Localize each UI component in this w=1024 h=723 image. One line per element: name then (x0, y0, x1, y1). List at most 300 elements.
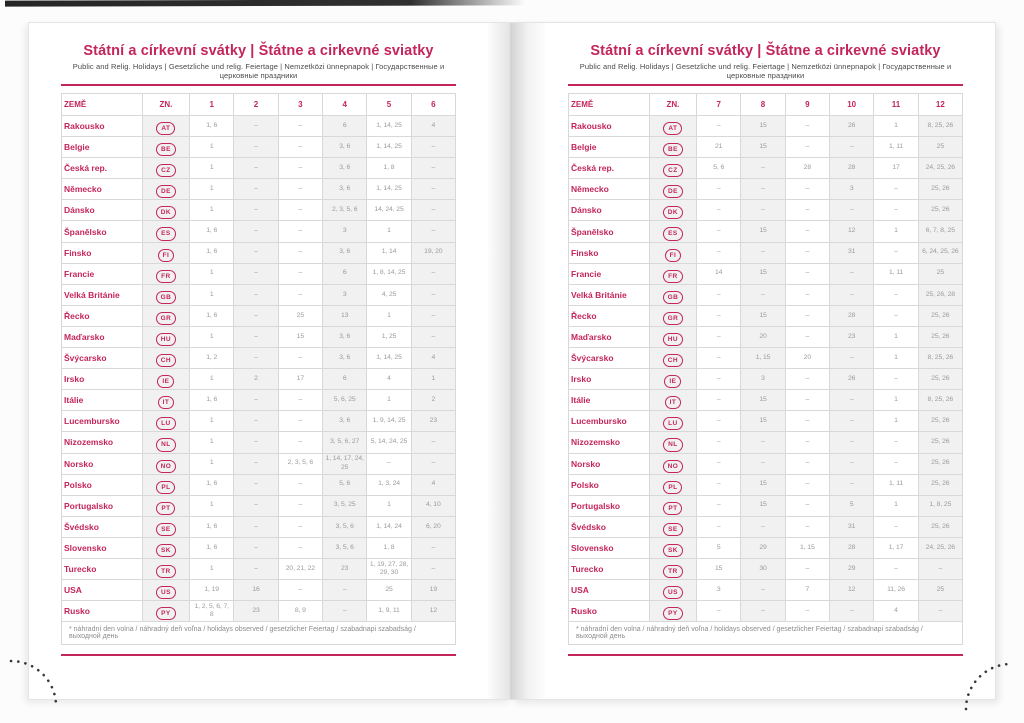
holiday-dates-cell: 1, 6 (190, 305, 234, 326)
table-row (62, 474, 456, 495)
holiday-dates-cell: 13 (323, 305, 367, 326)
country-cell: Lucembursko (569, 411, 650, 432)
country-code-badge: PY (156, 607, 175, 620)
country-code-badge: ES (156, 227, 175, 240)
code-cell (142, 116, 189, 137)
holiday-dates-cell: 26 (830, 369, 874, 390)
holiday-dates-cell: 4 (874, 601, 918, 622)
holiday-dates-cell: 1 (874, 116, 918, 137)
country-cell: Švýcarsko (62, 348, 143, 369)
holiday-dates-cell: 6, 20 (411, 516, 455, 537)
title-rule (568, 84, 963, 86)
code-cell (142, 495, 189, 516)
holiday-dates-cell: – (411, 537, 455, 558)
country-cell: Slovensko (62, 537, 143, 558)
country-code-badge: BE (663, 143, 683, 156)
holiday-dates-cell: – (234, 390, 278, 411)
country-code-badge: US (156, 586, 176, 599)
country-code-badge: AT (156, 122, 175, 135)
holiday-dates-cell: – (278, 158, 322, 179)
country-cell: Řecko (569, 305, 650, 326)
stitching-dots-bottom-left (9, 658, 63, 714)
country-code-badge: IE (664, 375, 681, 388)
holiday-dates-cell: – (411, 284, 455, 305)
holiday-dates-cell: 25, 26 (918, 179, 962, 200)
holiday-dates-cell: – (411, 305, 455, 326)
code-cell (649, 537, 696, 558)
code-cell (649, 284, 696, 305)
code-cell (142, 369, 189, 390)
table-row (62, 305, 456, 326)
country-code-badge: US (663, 586, 683, 599)
country-cell: Rusko (62, 601, 143, 622)
code-cell (142, 411, 189, 432)
holiday-dates-cell: 20 (741, 326, 785, 347)
holiday-dates-cell: 25, 26 (918, 411, 962, 432)
holiday-dates-cell: – (278, 516, 322, 537)
country-code-badge: PY (663, 607, 682, 620)
holiday-dates-cell: – (785, 453, 829, 474)
country-cell: USA (62, 580, 143, 601)
holiday-dates-cell: 19, 20 (411, 242, 455, 263)
code-cell (649, 242, 696, 263)
holiday-dates-cell: 3, 6 (323, 179, 367, 200)
holiday-dates-cell: 1, 6 (190, 474, 234, 495)
holiday-dates-cell: 1, 15 (741, 348, 785, 369)
table-row (569, 537, 963, 558)
country-code-badge: AT (663, 122, 682, 135)
holiday-dates-cell: – (323, 580, 367, 601)
title-rule (61, 84, 456, 86)
table-row (569, 116, 963, 137)
table-row (569, 326, 963, 347)
country-code-badge: NL (156, 438, 175, 451)
table-row (62, 411, 456, 432)
holiday-dates-cell: – (234, 242, 278, 263)
country-code-badge: GB (156, 291, 177, 304)
holiday-dates-cell: 2 (234, 369, 278, 390)
holiday-dates-cell: – (234, 432, 278, 453)
holiday-dates-cell: – (741, 580, 785, 601)
code-column-header: ZN. (649, 94, 696, 116)
holiday-dates-cell: – (830, 453, 874, 474)
table-row (569, 305, 963, 326)
table-header-row (62, 94, 456, 116)
holiday-dates-cell: 28 (830, 158, 874, 179)
holiday-dates-cell: – (697, 516, 741, 537)
holiday-dates-cell: 5, 6, 25 (323, 390, 367, 411)
holiday-dates-cell: 1 (190, 369, 234, 390)
table-row (62, 453, 456, 474)
table-row (62, 158, 456, 179)
country-code-badge: DK (663, 206, 683, 219)
holiday-dates-cell: 1 (874, 326, 918, 347)
holiday-dates-cell: – (278, 474, 322, 495)
table-row (62, 242, 456, 263)
holiday-dates-cell: 30 (741, 558, 785, 579)
code-cell (649, 453, 696, 474)
holiday-dates-cell: 1, 9, 14, 25 (367, 411, 411, 432)
holiday-dates-cell: – (874, 242, 918, 263)
holiday-dates-cell: 1, 14 (367, 242, 411, 263)
holidays-table-months-1-6 (61, 93, 456, 645)
country-column-header: ZEMĚ (62, 94, 143, 116)
holiday-dates-cell: 1 (874, 495, 918, 516)
table-row (62, 348, 456, 369)
table-row (62, 179, 456, 200)
table-row (62, 580, 456, 601)
holiday-dates-cell: – (741, 179, 785, 200)
holiday-dates-cell: 25 (918, 580, 962, 601)
holiday-dates-cell: 28 (785, 158, 829, 179)
country-cell: Belgie (569, 137, 650, 158)
country-cell: Česká rep. (569, 158, 650, 179)
country-cell: Norsko (569, 453, 650, 474)
holiday-dates-cell: – (785, 200, 829, 221)
holiday-dates-cell: – (741, 453, 785, 474)
holiday-dates-cell: 1 (190, 432, 234, 453)
table-row (62, 263, 456, 284)
country-code-badge: CZ (156, 164, 175, 177)
holiday-dates-cell: – (741, 601, 785, 622)
holiday-dates-cell: – (741, 200, 785, 221)
code-cell (142, 453, 189, 474)
code-cell (142, 474, 189, 495)
holiday-dates-cell: – (278, 137, 322, 158)
holiday-dates-cell: – (278, 179, 322, 200)
page-right (512, 22, 996, 700)
holiday-dates-cell: – (874, 558, 918, 579)
holiday-dates-cell: – (278, 495, 322, 516)
month-column-header: 12 (918, 94, 962, 116)
country-code-badge: NO (663, 460, 684, 473)
holiday-dates-cell: 17 (278, 369, 322, 390)
holiday-dates-cell: – (697, 179, 741, 200)
country-cell: Rakousko (62, 116, 143, 137)
holiday-dates-cell: – (411, 200, 455, 221)
holiday-dates-cell: – (785, 305, 829, 326)
holiday-dates-cell: 1 (190, 158, 234, 179)
holiday-dates-cell: – (278, 116, 322, 137)
table-footnote-row (62, 622, 456, 645)
holiday-dates-cell: 1, 8, 25 (918, 495, 962, 516)
holiday-dates-cell: 25, 26, 28 (918, 284, 962, 305)
code-cell (649, 179, 696, 200)
holiday-dates-cell: 21 (697, 137, 741, 158)
country-cell: Francie (569, 263, 650, 284)
holiday-dates-cell: 25, 26 (918, 305, 962, 326)
country-cell: Slovensko (569, 537, 650, 558)
holidays-table-months-7-12 (568, 93, 963, 645)
code-cell (649, 305, 696, 326)
country-cell: Maďarsko (62, 326, 143, 347)
holiday-dates-cell: 15 (741, 474, 785, 495)
table-row (62, 369, 456, 390)
holiday-dates-cell: – (741, 242, 785, 263)
holiday-dates-cell: – (741, 158, 785, 179)
holiday-dates-cell: 20, 21, 22 (278, 558, 322, 579)
holiday-dates-cell: – (785, 326, 829, 347)
country-cell: Norsko (62, 453, 143, 474)
holiday-dates-cell: 15 (741, 221, 785, 242)
holiday-dates-cell: 6, 24, 25, 26 (918, 242, 962, 263)
table-footnote: * náhradní den volna / náhradný deň voľna / holidays observed / gesetzlicher Feiertag / szabadnapi szabadság / выходной день (62, 622, 456, 645)
holiday-dates-cell: 23 (411, 411, 455, 432)
holiday-dates-cell: – (234, 116, 278, 137)
holiday-dates-cell: 26 (830, 116, 874, 137)
holiday-dates-cell: – (874, 516, 918, 537)
table-row (62, 326, 456, 347)
holiday-dates-cell: 6 (323, 263, 367, 284)
table-row (569, 221, 963, 242)
holiday-dates-cell: 1, 8 (367, 537, 411, 558)
country-cell: Turecko (62, 558, 143, 579)
country-code-badge: CH (663, 354, 683, 367)
book-cover-edge (5, 0, 525, 7)
holiday-dates-cell: 1 (367, 390, 411, 411)
country-cell: USA (569, 580, 650, 601)
holiday-dates-cell: 15 (741, 263, 785, 284)
holiday-dates-cell: – (411, 221, 455, 242)
code-cell (649, 411, 696, 432)
holiday-dates-cell: 23 (323, 558, 367, 579)
country-code-badge: LU (156, 417, 175, 430)
holiday-dates-cell: 1, 15 (785, 537, 829, 558)
holiday-dates-cell: 1 (190, 411, 234, 432)
country-code-badge: TR (156, 565, 175, 578)
holiday-dates-cell: 3 (323, 284, 367, 305)
holiday-dates-cell: – (697, 495, 741, 516)
holiday-dates-cell: 1, 25 (367, 326, 411, 347)
table-row (62, 432, 456, 453)
holiday-dates-cell: 25 (918, 263, 962, 284)
country-cell: Dánsko (569, 200, 650, 221)
holiday-dates-cell: – (697, 305, 741, 326)
holiday-dates-cell: 24, 25, 26 (918, 158, 962, 179)
holiday-dates-cell: 1, 2, 5, 6, 7, 8 (190, 601, 234, 622)
holiday-dates-cell: – (785, 369, 829, 390)
holiday-dates-cell: – (278, 242, 322, 263)
code-cell (142, 179, 189, 200)
holiday-dates-cell: 1 (367, 221, 411, 242)
code-cell (649, 432, 696, 453)
code-cell (142, 580, 189, 601)
holiday-dates-cell: – (741, 432, 785, 453)
code-cell (142, 158, 189, 179)
holiday-dates-cell: – (785, 116, 829, 137)
holiday-dates-cell: 25, 26 (918, 432, 962, 453)
holiday-dates-cell: 1 (367, 305, 411, 326)
country-code-badge: HU (156, 333, 176, 346)
holiday-dates-cell: – (830, 263, 874, 284)
holiday-dates-cell: – (697, 369, 741, 390)
holiday-dates-cell: 23 (830, 326, 874, 347)
table-row (569, 179, 963, 200)
holiday-dates-cell: – (278, 263, 322, 284)
holiday-dates-cell: – (785, 263, 829, 284)
code-cell (142, 284, 189, 305)
country-cell: Irsko (62, 369, 143, 390)
holiday-dates-cell: 4 (367, 369, 411, 390)
table-row (62, 495, 456, 516)
holiday-dates-cell: – (697, 242, 741, 263)
holiday-dates-cell: – (411, 558, 455, 579)
table-row (569, 137, 963, 158)
holiday-dates-cell: – (785, 242, 829, 263)
holiday-dates-cell: – (234, 537, 278, 558)
country-code-badge: GR (663, 312, 684, 325)
holiday-dates-cell: 15 (278, 326, 322, 347)
holiday-dates-cell: 3, 5, 6 (323, 537, 367, 558)
holiday-dates-cell: 1, 6 (190, 242, 234, 263)
country-cell: Belgie (62, 137, 143, 158)
table-row (569, 284, 963, 305)
country-code-badge: CZ (663, 164, 682, 177)
country-cell: Dánsko (62, 200, 143, 221)
holiday-dates-cell: – (278, 580, 322, 601)
code-cell (649, 348, 696, 369)
country-cell: Rusko (569, 601, 650, 622)
holiday-dates-cell: 12 (411, 601, 455, 622)
holiday-dates-cell: 25, 26 (918, 326, 962, 347)
holiday-dates-cell: 2, 3, 5, 6 (323, 200, 367, 221)
holiday-dates-cell: – (697, 411, 741, 432)
table-row (569, 580, 963, 601)
holiday-dates-cell: 7 (785, 580, 829, 601)
holiday-dates-cell: – (785, 390, 829, 411)
month-column-header: 4 (323, 94, 367, 116)
holiday-dates-cell: – (874, 284, 918, 305)
holiday-dates-cell: 1 (367, 495, 411, 516)
country-code-badge: SK (156, 544, 176, 557)
code-cell (142, 558, 189, 579)
holiday-dates-cell: 1, 17 (874, 537, 918, 558)
code-cell (649, 580, 696, 601)
country-code-badge: SE (156, 523, 175, 536)
holiday-dates-cell: – (785, 474, 829, 495)
code-cell (142, 242, 189, 263)
country-cell: Švédsko (569, 516, 650, 537)
holiday-dates-cell: – (830, 411, 874, 432)
month-column-header: 11 (874, 94, 918, 116)
holiday-dates-cell: 3, 6 (323, 348, 367, 369)
holiday-dates-cell: 1 (190, 200, 234, 221)
code-cell (142, 326, 189, 347)
table-row (569, 390, 963, 411)
code-column-header: ZN. (142, 94, 189, 116)
holiday-dates-cell: – (874, 432, 918, 453)
holiday-dates-cell: 4, 10 (411, 495, 455, 516)
holiday-dates-cell: 1, 19, 27, 28, 29, 30 (367, 558, 411, 579)
country-code-badge: SK (663, 544, 683, 557)
holiday-dates-cell: – (234, 495, 278, 516)
holiday-dates-cell: – (697, 601, 741, 622)
table-row (62, 390, 456, 411)
page-subtitle: Public and Relig. Holidays | Gesetzliche und relig. Feiertage | Nemzetközi ünnepnapok | Государственные и церковные праздники (72, 62, 445, 80)
holiday-dates-cell: 1, 11 (874, 137, 918, 158)
holiday-dates-cell: 1, 2 (190, 348, 234, 369)
table-row (62, 284, 456, 305)
country-code-badge: IT (158, 396, 175, 409)
code-cell (142, 263, 189, 284)
holiday-dates-cell: 1 (190, 326, 234, 347)
holiday-dates-cell: 28 (830, 305, 874, 326)
holiday-dates-cell: 3, 6 (323, 411, 367, 432)
country-cell: Itálie (62, 390, 143, 411)
holiday-dates-cell: 1, 14, 24 (367, 516, 411, 537)
holiday-dates-cell: 1, 6 (190, 116, 234, 137)
holiday-dates-cell: 15 (741, 495, 785, 516)
holiday-dates-cell: 1 (190, 137, 234, 158)
holiday-dates-cell: – (234, 326, 278, 347)
holiday-dates-cell: – (411, 263, 455, 284)
table-row (62, 537, 456, 558)
holiday-dates-cell: 29 (741, 537, 785, 558)
holiday-dates-cell: 15 (741, 411, 785, 432)
holiday-dates-cell: 3 (697, 580, 741, 601)
code-cell (649, 137, 696, 158)
holiday-dates-cell: 3, 5, 6, 27 (323, 432, 367, 453)
table-row (62, 558, 456, 579)
holiday-dates-cell: 6 (323, 116, 367, 137)
holiday-dates-cell: 25, 26 (918, 474, 962, 495)
country-code-badge: CH (156, 354, 176, 367)
holiday-dates-cell: 4 (411, 348, 455, 369)
holiday-dates-cell: 8, 25, 26 (918, 390, 962, 411)
table-row (569, 432, 963, 453)
table-footnote: * náhradní den volna / náhradný deň voľna / holidays observed / gesetzlicher Feiertag / szabadnapi szabadság / выходной день (569, 622, 963, 645)
code-cell (142, 348, 189, 369)
holiday-dates-cell: 24, 25, 26 (918, 537, 962, 558)
holiday-dates-cell: – (785, 558, 829, 579)
holiday-dates-cell: – (411, 158, 455, 179)
code-cell (649, 200, 696, 221)
holiday-dates-cell: – (411, 432, 455, 453)
table-row (62, 221, 456, 242)
holiday-dates-cell: 1, 11 (874, 263, 918, 284)
month-column-header: 8 (741, 94, 785, 116)
country-cell: Itálie (569, 390, 650, 411)
holiday-dates-cell: 15 (741, 116, 785, 137)
country-cell: Maďarsko (569, 326, 650, 347)
country-code-badge: TR (663, 565, 682, 578)
holiday-dates-cell: – (785, 179, 829, 200)
country-cell: Řecko (62, 305, 143, 326)
holiday-dates-cell: 1, 9, 11 (367, 601, 411, 622)
holiday-dates-cell: 25, 26 (918, 369, 962, 390)
table-footnote-row (569, 622, 963, 645)
table-row (62, 200, 456, 221)
table-header-row (569, 94, 963, 116)
month-column-header: 1 (190, 94, 234, 116)
holiday-dates-cell: 1 (874, 348, 918, 369)
code-cell (649, 326, 696, 347)
holiday-dates-cell: 6 (323, 369, 367, 390)
holiday-dates-cell: 1, 6 (190, 537, 234, 558)
holiday-dates-cell: – (278, 221, 322, 242)
holiday-dates-cell: – (830, 601, 874, 622)
holiday-dates-cell: – (697, 453, 741, 474)
country-cell: Německo (62, 179, 143, 200)
holiday-dates-cell: 3, 5, 25 (323, 495, 367, 516)
holiday-dates-cell: 5, 14, 24, 25 (367, 432, 411, 453)
holiday-dates-cell: – (830, 390, 874, 411)
holiday-dates-cell: 1, 3, 24 (367, 474, 411, 495)
country-code-badge: GR (156, 312, 177, 325)
table-row (569, 474, 963, 495)
holiday-dates-cell: – (278, 200, 322, 221)
country-cell: Švýcarsko (569, 348, 650, 369)
